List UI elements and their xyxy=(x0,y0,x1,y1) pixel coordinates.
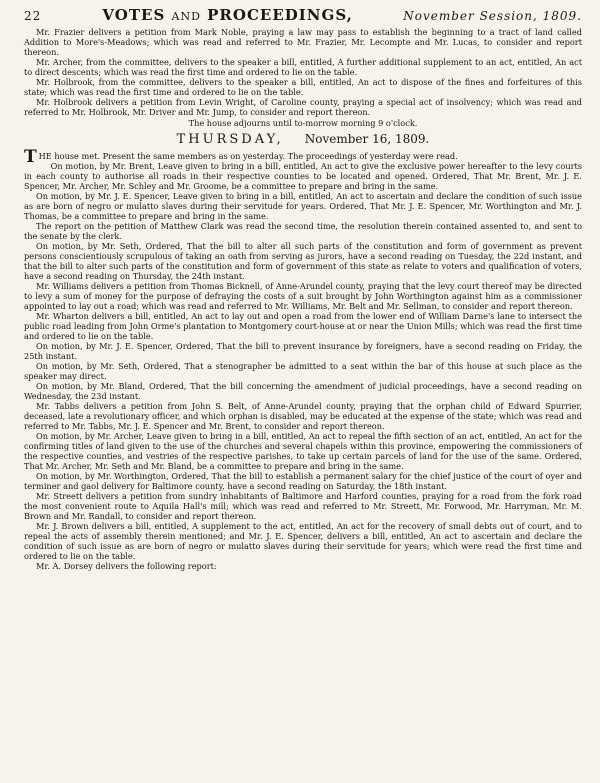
paragraph: Mr. A. Dorsey delivers the following report: xyxy=(36,561,217,571)
opening-text: HE house met. Present the same members as on yesterday. The proceedings of yesterday were read. xyxy=(38,151,458,161)
paragraph: Mr. Holbrook, from the committee, delivers to the speaker a bill, entitled, An act to dispose of the fines and forfeitures of this state; which was read the first time and ordered to lie on the table. xyxy=(24,77,582,97)
journal-title xyxy=(52,6,403,24)
paragraph: Mr. Tabbs delivers a petition from John S. Belt, of Anne-Arundel county, praying that the orphan child of Edward Spurrier, deceased, late a revolutionary officer, and which orphan is disabled, may be educated at the expense of the state; which was read and referred to Mr. Tabbs, Mr. J. E. Spencer and Mr. Brent, to consider and report thereon. xyxy=(24,401,582,431)
title-votes: VOTES xyxy=(102,6,166,24)
paragraph: On motion, by Mr. Seth, Ordered, That the bill to alter all such parts of the constitution and form of government as prevent persons conscientiously scrupulous of taking an oath from serving as jurors, have a second reading on Tuesday, the 22d instant, and that the bill to alter such parts of the constitution and form of government of this state as relate to voters and qualification of voters, have a second reading on Thursday, the 24th instant. xyxy=(24,241,582,281)
paragraph: On motion, by Mr. Brent, Leave given to bring in a bill, entitled, An act to give the exclusive power hereafter to the levy courts in each county to authorise all roads in their respective counties to be located and opened. Ordered, That Mr. Brent, Mr. J. E. Spencer, Mr. Archer, Mr. Schley and Mr. Groome, be a committee to prepare and bring in the same. xyxy=(24,161,582,191)
paragraph: Mr. J. Brown delivers a bill, entitled, A supplement to the act, entitled, An act for the recovery of small debts out of court, and to repeal the acts of assembly therein mentioned; and Mr. J. E. Spencer, delivers a bill, entitled, An act to ascertain and declare the condition of such issue as are born of negro or mulatto slaves during their servitude for years; which were read the first time and ordered to lie on the table. xyxy=(24,521,582,561)
paragraph: Mr. Streett delivers a petition from sundry inhabitants of Baltimore and Harford counties, praying for a road from the fork road the most convenient route to Aquila Hall's mill; which was read and referred to Mr. Streett, Mr. Forwood, Mr. Harryman, Mr. M. Brown and Mr. Randall, to consider and report thereon. xyxy=(24,491,582,521)
top-section xyxy=(24,27,582,128)
adjournment-line: The house adjourns until to-morrow morning 9 o'clock. xyxy=(188,118,418,128)
paragraph: Mr. Archer, from the committee, delivers to the speaker a bill, entitled, A further additional supplement to an act, entitled, An act to direct descents; which was read the first time and ordered to lie on the table. xyxy=(24,57,582,77)
running-header xyxy=(24,6,582,24)
paragraph: On motion, by Mr. Seth, Ordered, That a stenographer be admitted to a seat within the bar of this house at such place as the speaker may direct. xyxy=(24,361,582,381)
day-name: THURSDAY, xyxy=(176,132,284,147)
day-date: November 16, 1809. xyxy=(304,132,430,146)
title-proceedings: PROCEEDINGS, xyxy=(207,6,353,24)
paragraph: Mr. Holbrook delivers a petition from Levin Wright, of Caroline county, praying a special act of insolvency; which was read and referred to Mr. Holbrook, Mr. Driver and Mr. Jump, to consider and report thereon. xyxy=(24,97,582,117)
paragraph: Mr. Wharton delivers a bill, entitled, An act to lay out and open a road from the lower end of William Darne's lane to intersect the public road leading from John Orme's plantation to Montgomery court-house at or near the Union Mills; which was read the first time and ordered to lie on the table. xyxy=(24,311,582,341)
paragraph: On motion, by Mr. J. E. Spencer, Leave given to bring in a bill, entitled, An act to ascertain and declare the condition of such issue as are born of negro or mulatto slaves during their servitude for years. Ordered, That Mr. J. E. Spencer, Mr. Worthington and Mr. J. Thomas, be a committee to prepare and bring in the same. xyxy=(24,191,582,221)
main-section xyxy=(24,147,582,571)
paragraph: On motion, by Mr. Worthington, Ordered, That the bill to establish a permanent salary for the chief justice of the court of oyer and terminer and gaol delivery for Baltimore county, have a second reading on Saturday, the 18th instant. xyxy=(24,471,582,491)
paragraph: Mr. Frazier delivers a petition from Mark Noble, praying a law may pass to establish the beginning to a tract of land called Addition to More's-Meadows; which was read and referred to Mr. Frazier, Mr. Lecompte and Mr. Lucas, to consider and report thereon. xyxy=(24,27,582,57)
paragraph: The report on the petition of Matthew Clark was read the second time, the resolution therein contained assented to, and sent to the senate by the clerk. xyxy=(24,221,582,241)
session-label: November Session, 1809. xyxy=(403,9,582,23)
paragraph: On motion, by Mr. Bland, Ordered, That the bill concerning the amendment of judicial proceedings, have a second reading on Wednesday, the 23d instant. xyxy=(24,381,582,401)
day-heading xyxy=(24,132,582,147)
paragraph: On motion, by Mr. Archer, Leave given to bring in a bill, entitled, An act to repeal the fifth section of an act, entitled, An act for the confirming titles of land given to the use of the churches and several chapels within this province, empowering the commissioners of the respective counties, and vestries of the respective parishes, to take up certain parcels of land for the use of the same. Ordered, That Mr. Archer, Mr. Seth and Mr. Bland, be a committee to prepare and bring in the same. xyxy=(24,431,582,471)
paragraph: Mr. Williams delivers a petition from Thomas Bicknell, of Anne-Arundel county, praying that the levy court thereof may be directed to levy a sum of money for the purpose of defraying the costs of a suit brought by John Worthington against him as a commissioner appointed to lay out a road; which was read and referred to Mr. Williams, Mr. Belt and Mr. Sellman, to consider and report thereon. xyxy=(24,281,582,311)
title-and: AND xyxy=(171,10,201,23)
drop-cap: T xyxy=(24,147,37,167)
page-number: 22 xyxy=(24,9,42,23)
paragraph: On motion, by Mr. J. E. Spencer, Ordered, That the bill to prevent insurance by foreigners, have a second reading on Friday, the 25th instant. xyxy=(24,341,582,361)
opening-paragraph xyxy=(24,147,582,167)
